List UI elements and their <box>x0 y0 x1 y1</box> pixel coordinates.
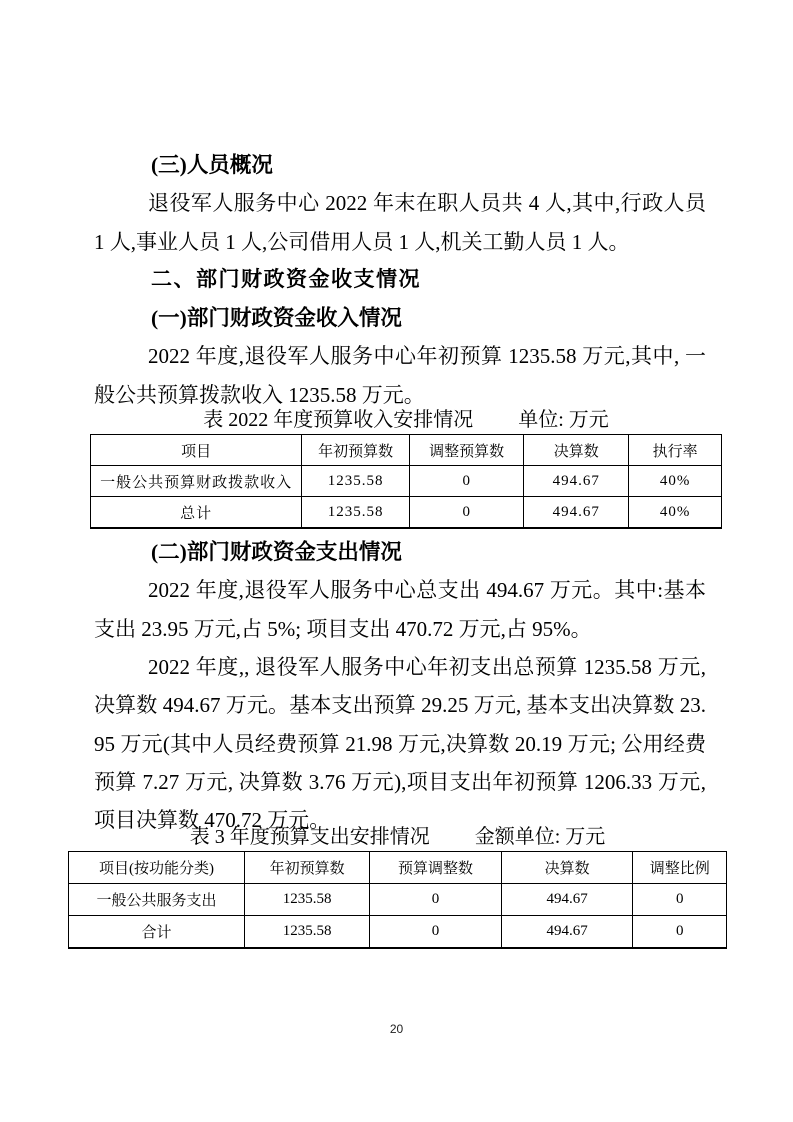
expense-table-title: 表 3 年度预算支出安排情况 <box>189 826 430 849</box>
table-cell: 一般公共服务支出 <box>69 884 245 916</box>
table-header-row <box>91 435 722 466</box>
table-cell: 494.67 <box>501 884 633 916</box>
table-cell: 0 <box>410 466 524 497</box>
document-content <box>94 146 710 949</box>
page-number: 20 <box>389 1022 404 1036</box>
section-heading-personnel: (三)人员概况 <box>151 153 273 177</box>
table-row <box>69 884 727 916</box>
income-table-unit: 单位: 万元 <box>518 409 609 432</box>
table-row <box>91 466 722 497</box>
table-cell: 494.67 <box>501 916 633 949</box>
table-header-cell: 预算调整数 <box>370 852 502 884</box>
table-cell: 40% <box>629 466 722 497</box>
income-paragraph: 2022 年度,退役军人服务中心年初预算 1235.58 万元,其中, 一般公共预算拨款收入 1235.58 万元。 <box>94 344 706 407</box>
table-cell: 0 <box>370 916 502 949</box>
table-header-cell: 决算数 <box>501 852 633 884</box>
table-cell: 1235.58 <box>302 466 410 497</box>
table-header-cell: 年初预算数 <box>302 435 410 466</box>
subsection-heading-income: (一)部门财政资金收入情况 <box>151 306 402 331</box>
table-cell: 1235.58 <box>244 884 369 916</box>
table-cell: 0 <box>633 916 727 949</box>
expense-table <box>68 851 727 949</box>
table-cell: 40% <box>629 497 722 529</box>
income-table <box>90 434 722 529</box>
table-row <box>69 916 727 949</box>
table-cell: 1235.58 <box>244 916 369 949</box>
table-header-cell: 执行率 <box>629 435 722 466</box>
table-header-cell: 调整比例 <box>633 852 727 884</box>
table-header-cell: 调整预算数 <box>410 435 524 466</box>
table-cell: 0 <box>410 497 524 529</box>
table-cell: 494.67 <box>524 466 629 497</box>
expense-paragraph-detail: 2022 年度,, 退役军人服务中心年初支出总预算 1235.58 万元,决算数 494.67 万元。基本支出预算 29.25 万元, 基本支出决算数 23.95 万元(其中人员经费预算 21.98 万元,决算数 20.19 万元; 公用经费预算 7.27 万元, 决算数 3.76 万元),项目支出年初预算 1206.33 万元, 项目决算数 470.72 万元。 <box>94 654 706 833</box>
expense-paragraph-summary: 2022 年度,退役军人服务中心总支出 494.67 万元。其中:基本支出 23.95 万元,占 5%; 项目支出 470.72 万元,占 95%。 <box>94 578 706 641</box>
table-cell: 一般公共预算财政拨款收入 <box>91 466 302 497</box>
expense-table-unit: 金额单位: 万元 <box>474 826 606 849</box>
table-row <box>91 497 722 529</box>
table-cell: 0 <box>370 884 502 916</box>
table-header-cell: 年初预算数 <box>244 852 369 884</box>
personnel-paragraph: 退役军人服务中心 2022 年末在职人员共 4 人,其中,行政人员 1 人,事业人员 1 人,公司借用人员 1 人,机关工勤人员 1 人。 <box>94 191 706 254</box>
table-header-cell: 决算数 <box>524 435 629 466</box>
table-header-cell: 项目(按功能分类) <box>69 852 245 884</box>
table-cell: 0 <box>633 884 727 916</box>
table-cell: 1235.58 <box>302 497 410 529</box>
table-header-cell: 项目 <box>91 435 302 466</box>
table-cell: 合计 <box>69 916 245 949</box>
subsection-heading-expense: (二)部门财政资金支出情况 <box>151 540 402 565</box>
table-cell: 总计 <box>91 497 302 529</box>
section-heading-finance: 二、部门财政资金收支情况 <box>151 267 421 291</box>
income-table-title: 表 2022 年度预算收入安排情况 <box>203 409 474 432</box>
table-cell: 494.67 <box>524 497 629 529</box>
table-header-row <box>69 852 727 884</box>
